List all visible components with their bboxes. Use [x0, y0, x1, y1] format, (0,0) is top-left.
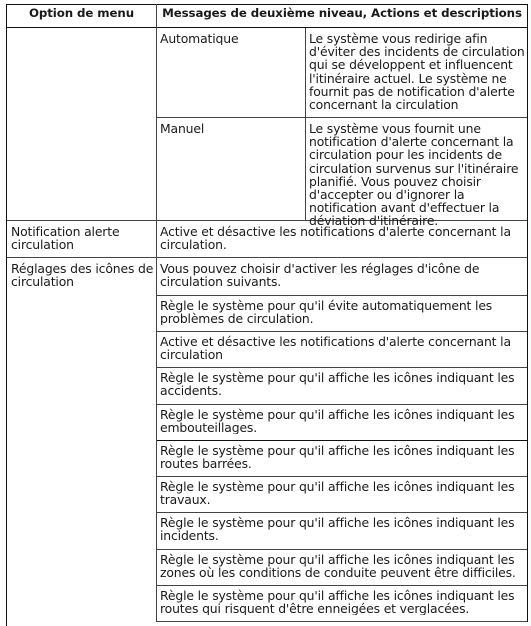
column-divider: [305, 28, 306, 221]
option-icon-settings: Réglages des icônes de circulation: [11, 262, 154, 289]
icon-setting-item: Règle le système pour qu'il affiche les icônes indiquant les travaux.: [160, 480, 515, 507]
option-automatic: Automatique: [160, 32, 239, 46]
row-divider: [156, 331, 528, 332]
description-alert-notification: Active et désactive les notifications d'alerte concernant la circulation.: [160, 225, 511, 252]
icon-setting-item: Règle le système pour qu'il affiche les icônes indiquant les embouteillages.: [160, 408, 515, 435]
row-divider: [156, 549, 528, 550]
table-border-bottom: [156, 621, 528, 622]
column-divider: [156, 4, 157, 622]
header-option: Option de menu: [28, 7, 134, 20]
icon-setting-item: Règle le système pour qu'il affiche les icônes indiquant les incidents.: [160, 516, 515, 543]
icon-setting-item: Règle le système pour qu'il affiche les icônes indiquant les accidents.: [160, 371, 515, 398]
header-divider: [6, 27, 528, 28]
row-divider: [156, 440, 528, 441]
header-description: Messages de deuxième niveau, Actions et descriptions: [162, 7, 522, 20]
icon-setting-item: Règle le système pour qu'il affiche les icônes indiquant les routes barrées.: [160, 444, 515, 471]
icon-setting-item: Règle le système pour qu'il affiche les icônes indiquant les routes qui risquent d'être enneigées et verglacées.: [160, 589, 515, 616]
icon-setting-item: Active et désactive les notifications d'alerte concernant la circulation: [160, 335, 511, 362]
row-divider: [156, 367, 528, 368]
description-manual: Le système vous fournit une notification d'alerte concernant la circulation pour les incidents de circulation survenus sur l'itinéraire planifié. Vous pouvez choisir d'accepter ou d'ignorer la notification avant d'effectuer la déviation d'itinéraire.: [309, 122, 519, 228]
row-divider: [156, 404, 528, 405]
icon-setting-item: Règle le système pour qu'il affiche les icônes indiquant les zones où les conditions de conduite peuvent être difficiles.: [160, 553, 516, 580]
table-border-left: [6, 4, 7, 626]
icon-setting-item: Règle le système pour qu'il évite automatiquement les problèmes de circulation.: [160, 299, 493, 326]
description-automatic: Le système vous redirige afin d'éviter des incidents de circulation qui se développent et influencent l'itinéraire actuel. Le système ne fournit pas de notification d'alerte concernant la circulation: [309, 32, 525, 112]
option-alert-notification: Notification alerte circulation: [11, 225, 120, 252]
row-divider: [156, 295, 528, 296]
row-divider: [156, 585, 528, 586]
table-border-right: [527, 4, 528, 622]
table-border-top: [6, 4, 528, 5]
row-divider: [6, 257, 528, 258]
row-divider: [156, 512, 528, 513]
icon-setting-item: Vous pouvez choisir d'activer les réglages d'icône de circulation suivants.: [160, 262, 480, 289]
option-manual: Manuel: [160, 122, 205, 136]
row-divider: [156, 476, 528, 477]
row-divider: [156, 117, 528, 118]
